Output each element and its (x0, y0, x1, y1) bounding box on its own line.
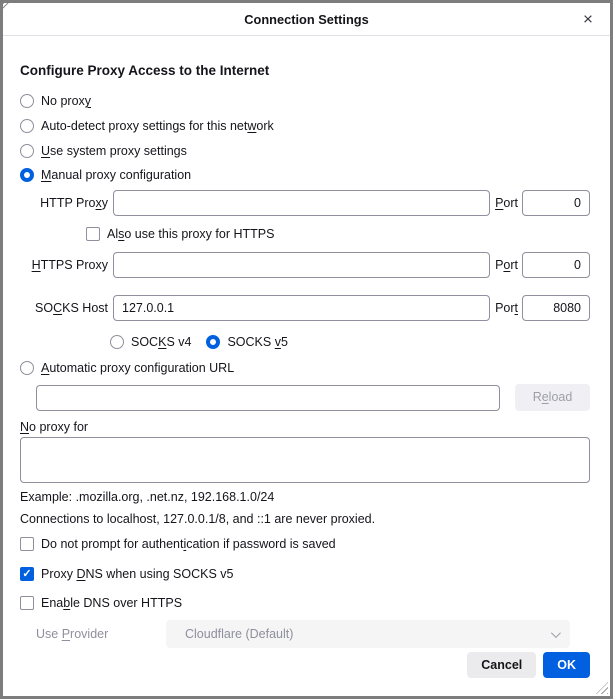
radio-label[interactable]: SOCKS v4 (131, 335, 192, 349)
no-proxy-for-label: No proxy for (20, 420, 89, 434)
use-provider-label: Use Provider (36, 627, 109, 641)
radio-socks-v5[interactable] (206, 335, 287, 349)
radio-label[interactable]: SOCKS v5 (227, 335, 288, 349)
titlebar (3, 3, 610, 36)
enable-doh-checkbox-row[interactable] (20, 595, 182, 611)
no-prompt-auth-checkbox-row[interactable] (20, 536, 336, 552)
dialog-body (3, 3, 610, 696)
reload-button[interactable]: Reload (515, 384, 590, 411)
checkbox-icon[interactable] (20, 596, 34, 610)
footer (467, 652, 590, 678)
also-https-checkbox-row[interactable] (86, 226, 274, 242)
radio-icon[interactable] (20, 361, 34, 375)
chevron-down-icon (551, 628, 561, 638)
close-icon[interactable]: × (583, 9, 593, 29)
page-title: Configure Proxy Access to the Internet (20, 63, 270, 78)
https-proxy-input[interactable] (113, 252, 490, 278)
checkbox-label[interactable]: Enable DNS over HTTPS (41, 596, 183, 610)
no-proxy-example-text: Example: .mozilla.org, .net.nz, 192.168.1.0/24 (20, 490, 275, 504)
ok-button[interactable]: OK (543, 652, 590, 678)
resize-grip-icon[interactable] (596, 682, 608, 694)
autoconfig-url-input[interactable] (36, 385, 500, 411)
checkbox-label[interactable]: Also use this proxy for HTTPS (107, 227, 275, 241)
radio-icon[interactable] (110, 335, 124, 349)
https-proxy-row (20, 252, 590, 278)
radio-label[interactable]: Auto-detect proxy settings for this network (41, 119, 274, 133)
http-proxy-row (20, 190, 590, 216)
http-proxy-label: HTTP Proxy (40, 196, 108, 210)
radio-socks-v4[interactable] (110, 335, 191, 349)
socks-host-label: SOCKS Host (35, 301, 108, 315)
socks-host-input[interactable] (113, 295, 490, 321)
autoconfig-url-row (36, 384, 590, 411)
http-proxy-input[interactable] (113, 190, 490, 216)
radio-label[interactable]: Use system proxy settings (41, 144, 187, 158)
checkbox-checked-icon[interactable]: ✓ (20, 567, 34, 581)
radio-selected-icon[interactable] (20, 168, 34, 182)
checkbox-icon[interactable] (86, 227, 100, 241)
https-port-label: Port (495, 258, 518, 272)
radio-autoconfig-url[interactable] (20, 360, 234, 376)
radio-label[interactable]: Automatic proxy configuration URL (41, 361, 235, 375)
provider-dropdown[interactable] (166, 620, 570, 648)
http-port-label: Port (495, 196, 518, 210)
radio-no-proxy[interactable] (20, 93, 91, 109)
https-proxy-label: HTTPS Proxy (31, 258, 108, 272)
checkbox-label[interactable]: Proxy DNS when using SOCKS v5 (41, 567, 234, 581)
radio-icon[interactable] (20, 94, 34, 108)
provider-value: Cloudflare (Default) (185, 627, 294, 641)
radio-auto-detect[interactable] (20, 118, 274, 134)
socks-port-label: Port (495, 301, 518, 315)
checkbox-icon[interactable] (20, 537, 34, 551)
radio-icon[interactable] (20, 119, 34, 133)
radio-label[interactable]: Manual proxy configuration (41, 168, 192, 182)
socks-port-input[interactable] (522, 295, 590, 321)
https-port-input[interactable] (522, 252, 590, 278)
radio-manual-proxy[interactable] (20, 167, 191, 183)
proxy-dns-checkbox-row[interactable] (20, 566, 233, 582)
radio-icon[interactable] (20, 144, 34, 158)
http-port-input[interactable] (522, 190, 590, 216)
radio-label[interactable]: No proxy (41, 94, 92, 108)
socks-version-row (110, 334, 288, 350)
radio-system-proxy[interactable] (20, 143, 187, 159)
no-proxy-note-text: Connections to localhost, 127.0.0.1/8, and ::1 are never proxied. (20, 512, 376, 526)
cancel-button[interactable]: Cancel (467, 652, 536, 678)
checkbox-label[interactable]: Do not prompt for authentication if password is saved (41, 537, 336, 551)
no-proxy-for-textarea[interactable] (20, 437, 590, 483)
doh-provider-row (36, 620, 590, 648)
dialog-title: Connection Settings (244, 11, 369, 27)
radio-selected-icon[interactable] (206, 335, 220, 349)
socks-host-row (20, 295, 590, 321)
